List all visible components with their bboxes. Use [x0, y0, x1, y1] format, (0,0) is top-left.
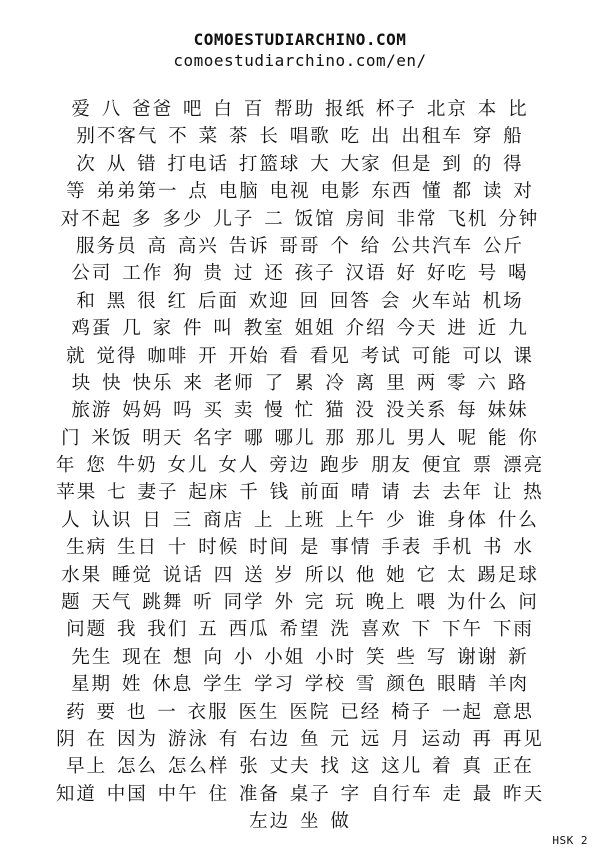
vocabulary-line: 别不客气 不 菜 茶 长 唱歌 吃 出 出租车 穿 船: [76, 126, 524, 148]
vocabulary-line: 鸡蛋 几 家 件 叫 教室 姐姐 介绍 今天 进 近 九: [71, 318, 529, 340]
vocabulary-line: 等 弟弟第一 点 电脑 电视 电影 东西 懂 都 读 对: [66, 181, 534, 203]
site-title: COMOESTUDIARCHINO.COM: [193, 30, 407, 49]
vocabulary-line: 药 要 也 一 衣服 医生 医院 已经 椅子 一起 意思: [66, 701, 534, 723]
vocabulary-line: 早上 怎么 怎么样 张 丈夫 找 这 这儿 着 真 正在: [66, 756, 534, 778]
vocabulary-list: [12, 96, 588, 836]
vocabulary-line: 爱 八 爸爸 吧 白 百 帮助 报纸 杯子 北京 本 比: [71, 99, 529, 120]
vocabulary-line: 人 认识 日 三 商店 上 上班 上午 少 谁 身体 什么: [61, 509, 539, 531]
vocabulary-line: 先生 现在 想 向 小 小姐 小时 笑 些 写 谢谢 新: [71, 646, 529, 668]
vocabulary-line: 就 觉得 咖啡 开 开始 看 看见 考试 可能 可以 课: [66, 345, 534, 367]
vocabulary-line: 块 快 快乐 来 老师 了 累 冷 离 里 两 零 六 路: [71, 372, 529, 394]
vocabulary-line: 和 黑 很 红 后面 欢迎 回 回答 会 火车站 机场: [76, 290, 524, 312]
vocabulary-line: 左边 坐 做: [249, 811, 351, 833]
vocabulary-line: 对不起 多 多少 儿子 二 饭馆 房间 非常 飞机 分钟: [60, 208, 540, 230]
vocabulary-line: 服务员 高 高兴 告诉 哥哥 个 给 公共汽车 公斤: [75, 235, 525, 257]
vocabulary-line: 生病 生日 十 时候 时间 是 事情 手表 手机 书 水: [66, 537, 534, 559]
vocabulary-line: 题 天气 跳舞 听 同学 外 完 玩 晚上 喂 为什么 问: [61, 592, 539, 614]
page-header: [0, 30, 600, 72]
vocabulary-line: 问题 我 我们 五 西瓜 希望 洗 喜欢 下 下午 下雨: [66, 619, 534, 641]
vocabulary-line: 知道 中国 中午 住 准备 桌子 字 自行车 走 最 昨天: [55, 783, 545, 805]
vocabulary-line: 苹果 七 妻子 起床 千 钱 前面 晴 请 去 去年 让 热: [56, 482, 544, 504]
vocabulary-line: 阴 在 因为 游泳 有 右边 鱼 元 远 月 运动 再 再见: [56, 728, 544, 750]
vocabulary-line: 公司 工作 狗 贵 过 还 孩子 汉语 好 好吃 号 喝: [71, 263, 529, 285]
vocabulary-line: 门 米饭 明天 名字 哪 哪儿 那 那儿 男人 呢 能 你: [61, 427, 539, 449]
vocabulary-line: 星期 姓 休息 学生 学习 学校 雪 颜色 眼睛 羊肉: [71, 674, 529, 696]
vocabulary-line: 次 从 错 打电话 打篮球 大 大家 但是 到 的 得: [76, 153, 524, 175]
vocabulary-line: 水果 睡觉 说话 四 送 岁 所以 他 她 它 太 踢足球: [61, 564, 539, 586]
site-url: comoestudiarchino.com/en/: [173, 51, 427, 70]
hsk-level-label: HSK 2: [552, 834, 588, 847]
vocabulary-line: 年 您 牛奶 女儿 女人 旁边 跑步 朋友 便宜 票 漂亮: [55, 455, 545, 477]
vocabulary-line: 旅游 妈妈 吗 买 卖 慢 忙 猫 没 没关系 每 妹妹: [71, 400, 529, 422]
